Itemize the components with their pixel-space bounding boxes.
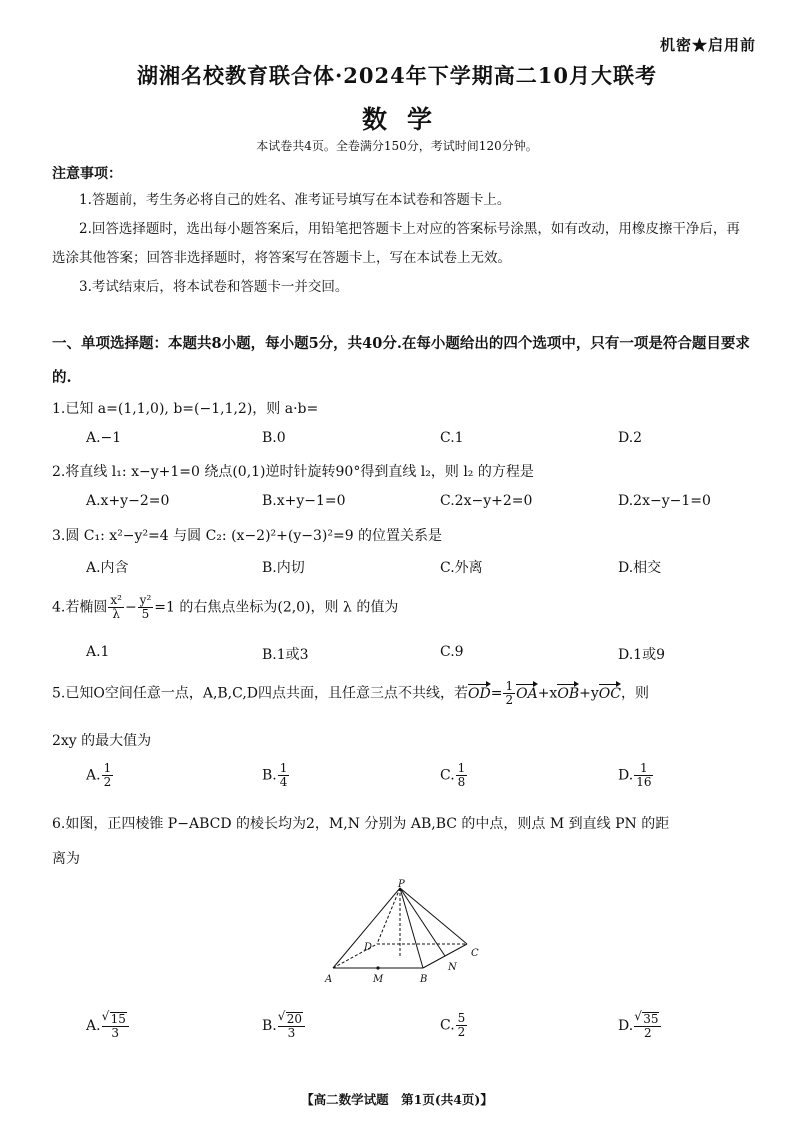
denominator: λ (112, 607, 120, 621)
exam-info: 本试卷共4页。全卷满分150分，考试时间120分钟。 (256, 139, 538, 153)
option-letter: C. (440, 767, 455, 784)
label-m: M (373, 974, 384, 985)
q4-post: =1 的右焦点坐标为(2,0)，则 λ 的值为 (154, 599, 399, 616)
option-c: C.1 (440, 430, 464, 446)
numerator: 5 (457, 1011, 466, 1025)
label-a: A (325, 974, 333, 985)
option-b: B.x+y−1=0 (262, 493, 346, 509)
option-a: A.1 (86, 644, 110, 660)
edge-pb (400, 888, 423, 968)
option-c: C.9 (440, 644, 464, 660)
denominator: 2 (644, 1026, 652, 1040)
option-b: B.内切 (262, 560, 305, 576)
fraction (278, 1012, 305, 1040)
numerator: 1 (279, 761, 288, 775)
denominator: 5 (141, 607, 150, 621)
option-a: A.−1 (86, 430, 122, 446)
numerator: 1 (103, 761, 112, 775)
question-4-stem (52, 594, 772, 621)
option-a: A.内含 (86, 560, 129, 576)
vector-oc: OC (598, 685, 621, 702)
question-2-stem: 2.将直线 l₁: x−y+1=0 绕点(0,1)逆时针旋转90°得到直线 l₂，则 l₂ 的方程是 (52, 464, 534, 480)
q5-pre: 5.已知O空间任意一点，A,B,C,D四点共面，且任意三点不共线，若 (52, 685, 469, 702)
sqrt-radicand: √ 35 (642, 1012, 659, 1026)
numerator: 1 (634, 762, 653, 776)
question-6-line2: 离为 (52, 851, 80, 867)
denominator: 3 (287, 1026, 296, 1040)
denominator: 2 (505, 693, 514, 707)
option-d: D.1或9 (618, 647, 665, 663)
fraction (102, 1012, 129, 1040)
option-a: A.x+y−2=0 (86, 493, 170, 509)
denominator: 8 (457, 775, 466, 789)
denominator: 16 (636, 775, 652, 789)
option-b: B.0 (262, 430, 286, 446)
numerator: y² (139, 593, 152, 607)
option-letter: C. (440, 1017, 455, 1034)
label-p: P (398, 879, 405, 890)
option-d (618, 762, 654, 789)
equals-sign: = (490, 685, 503, 702)
notes-title: 注意事项： (52, 166, 122, 182)
option-letter: D. (618, 767, 634, 784)
option-c (440, 1012, 468, 1039)
option-c: C.2x−y+2=0 (440, 493, 533, 509)
note-item-3: 3.考试结束后，将本试卷和答题卡一并交回。 (79, 279, 349, 295)
numerator (102, 1012, 129, 1027)
vector-oa: OA (516, 685, 538, 702)
sqrt-radicand: √ 20 (286, 1012, 303, 1026)
label-d: D (364, 942, 373, 953)
numerator: 1 (505, 679, 514, 693)
question-5-stem (52, 680, 772, 707)
option-b (262, 762, 290, 789)
option-c (440, 762, 468, 789)
vector-od: OD (468, 685, 491, 702)
question-6-stem: 6.如图，正四棱锥 P−ABCD 的棱长均为2，M,N 分别为 AB,BC 的中点，则点 M 到直线 PN 的距 (52, 816, 670, 832)
denominator: 3 (111, 1026, 120, 1040)
section-heading: 一、单项选择题：本题共8小题，每小题5分，共40分.在每小题给出的四个选项中，只有一项是符合题目要求的. (52, 335, 750, 386)
fraction-half (503, 680, 515, 707)
vector-ob: OB (557, 685, 580, 702)
fraction (456, 762, 468, 789)
option-letter: A. (86, 767, 101, 784)
numerator: x² (110, 593, 122, 607)
option-b (262, 1012, 306, 1040)
denominator: 4 (279, 775, 288, 789)
label-c: C (471, 948, 479, 959)
option-letter: A. (86, 1018, 101, 1034)
option-a (86, 1012, 130, 1040)
denominator: 2 (457, 1025, 466, 1039)
fraction (278, 762, 290, 789)
numerator (278, 1012, 305, 1027)
fraction (634, 762, 653, 789)
numerator (634, 1012, 661, 1027)
q5-post: ，则 (620, 685, 649, 702)
option-d (618, 1012, 662, 1040)
label-b: B (420, 974, 428, 985)
numerator: 1 (457, 761, 466, 775)
note-item-2: 2.回答选择题时，选出每小题答案后，用铅笔把答题卡上对应的答案标号涂黑，如有改动，用橡皮擦干净后，再选涂其他答案；回答非选择题时，将答案写在答题卡上，写在本试卷上无效。 (52, 221, 740, 266)
minus-sign: − (124, 599, 137, 616)
exam-title: 湖湘名校教育联合体·2024年下学期高二10月大联考 (137, 63, 657, 88)
edge-pa (333, 888, 400, 968)
question-3-stem: 3.圆 C₁: x²−y²=4 与圆 C₂: (x−2)²+(y−3)²=9 的位置关系是 (52, 528, 443, 544)
note-item-1: 1.答题前，考生务必将自己的姓名、准考证号填写在本试卷和答题卡上。 (79, 192, 511, 208)
point-m (376, 966, 379, 969)
question-1-stem: 1.已知 a=(1,1,0), b=(−1,1,2)，则 a·b= (52, 401, 319, 417)
subject-title: 数学 (361, 105, 452, 134)
fraction (138, 594, 154, 621)
pyramid-figure (315, 878, 505, 990)
plus-x: +x (537, 685, 558, 702)
option-letter: B. (262, 767, 277, 784)
q4-pre: 4.若椭圆 (52, 599, 108, 616)
confidential-label: 机密★启用前 (659, 36, 756, 54)
option-a (86, 762, 114, 789)
edge-pc (400, 888, 467, 944)
option-letter: B. (262, 1018, 277, 1034)
option-d: D.2x−y−1=0 (618, 493, 711, 509)
fraction (102, 762, 114, 789)
option-letter: D. (618, 1018, 634, 1034)
page-footer: 【高二数学试题 第1页(共4页)】 (301, 1092, 493, 1107)
fraction (634, 1012, 661, 1040)
option-c: C.外离 (440, 560, 483, 576)
question-5-line2: 2xy 的最大值为 (52, 733, 152, 749)
option-d: D.相交 (618, 560, 662, 576)
denominator: 2 (103, 775, 112, 789)
fraction (456, 1012, 468, 1039)
edge-pd (377, 888, 400, 944)
segment-pn (400, 888, 445, 956)
label-n: N (448, 962, 457, 973)
option-d: D.2 (618, 430, 643, 446)
option-b: B.1或3 (262, 647, 309, 663)
plus-y: +y (579, 685, 599, 702)
sqrt-radicand: √ 15 (110, 1012, 127, 1026)
fraction (108, 594, 124, 621)
